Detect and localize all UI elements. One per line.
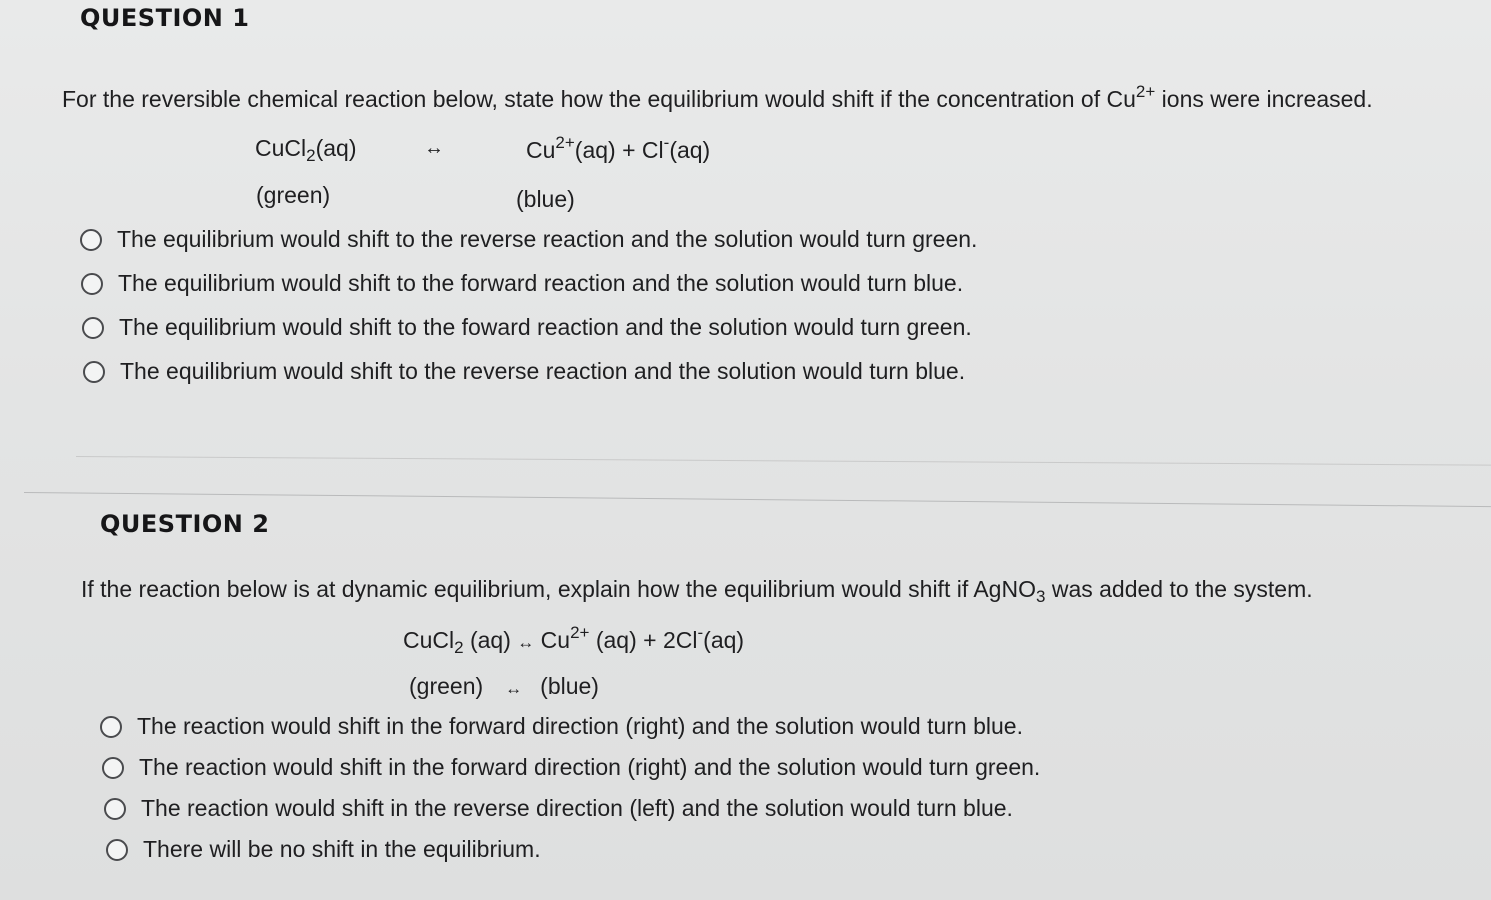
question-2-prompt: If the reaction below is at dynamic equilibrium, explain how the equilibrium would shift if AgNO$_3$ was added to the system. bbox=[81, 576, 1313, 606]
radio-button[interactable] bbox=[100, 716, 122, 738]
radio-button[interactable] bbox=[102, 757, 124, 779]
question-1-prompt: For the reversible chemical reaction below, state how the equilibrium would shift if the concentration of $Cu^{2+}$ ions were increased. bbox=[62, 82, 1373, 112]
divider bbox=[76, 456, 1491, 466]
question-2-title: QUESTION 2 bbox=[100, 510, 270, 538]
question-2-equation: CuCl$_2$ (aq) ↔ $Cu^{2+}$ (aq) + 2Cl-(aq) bbox=[403, 623, 745, 657]
question-1-reactant: CuCl$_2$(aq) bbox=[255, 135, 357, 165]
question-1-option-2[interactable]: The equilibrium would shift to the forward reaction and the solution would turn blue. bbox=[81, 270, 963, 297]
question-1-equilibrium-arrow: ↔ bbox=[424, 137, 444, 159]
question-2-colors: (green) ↔ (blue) bbox=[409, 673, 599, 699]
question-2-option-3[interactable]: The reaction would shift in the reverse direction (left) and the solution would turn blue. bbox=[104, 795, 1013, 822]
radio-button[interactable] bbox=[104, 798, 126, 820]
equilibrium-arrow: ↔ bbox=[517, 633, 535, 652]
question-1-product-color: (blue) bbox=[516, 186, 575, 212]
question-1-option-4[interactable]: The equilibrium would shift to the reverse reaction and the solution would turn blue. bbox=[83, 358, 965, 385]
question-2-option-1[interactable]: The reaction would shift in the forward direction (right) and the solution would turn blue. bbox=[100, 713, 1023, 740]
question-1-option-1[interactable]: The equilibrium would shift to the reverse reaction and the solution would turn green. bbox=[80, 226, 977, 253]
radio-button[interactable] bbox=[80, 229, 102, 251]
radio-button[interactable] bbox=[81, 273, 103, 295]
question-1-title: QUESTION 1 bbox=[80, 4, 250, 32]
radio-button[interactable] bbox=[83, 361, 105, 383]
question-1-products: $Cu^{2+}(aq) + Cl^-(aq)$ bbox=[526, 133, 711, 163]
divider bbox=[24, 492, 1491, 507]
question-1-reactant-color: (green) bbox=[256, 182, 331, 208]
question-2-option-4[interactable]: There will be no shift in the equilibrium. bbox=[106, 836, 541, 863]
equilibrium-arrow: ↔ bbox=[505, 679, 523, 698]
question-1-option-3[interactable]: The equilibrium would shift to the foward reaction and the solution would turn green. bbox=[82, 314, 972, 341]
radio-button[interactable] bbox=[106, 839, 128, 861]
radio-button[interactable] bbox=[82, 317, 104, 339]
question-2-option-2[interactable]: The reaction would shift in the forward direction (right) and the solution would turn green. bbox=[102, 754, 1040, 781]
